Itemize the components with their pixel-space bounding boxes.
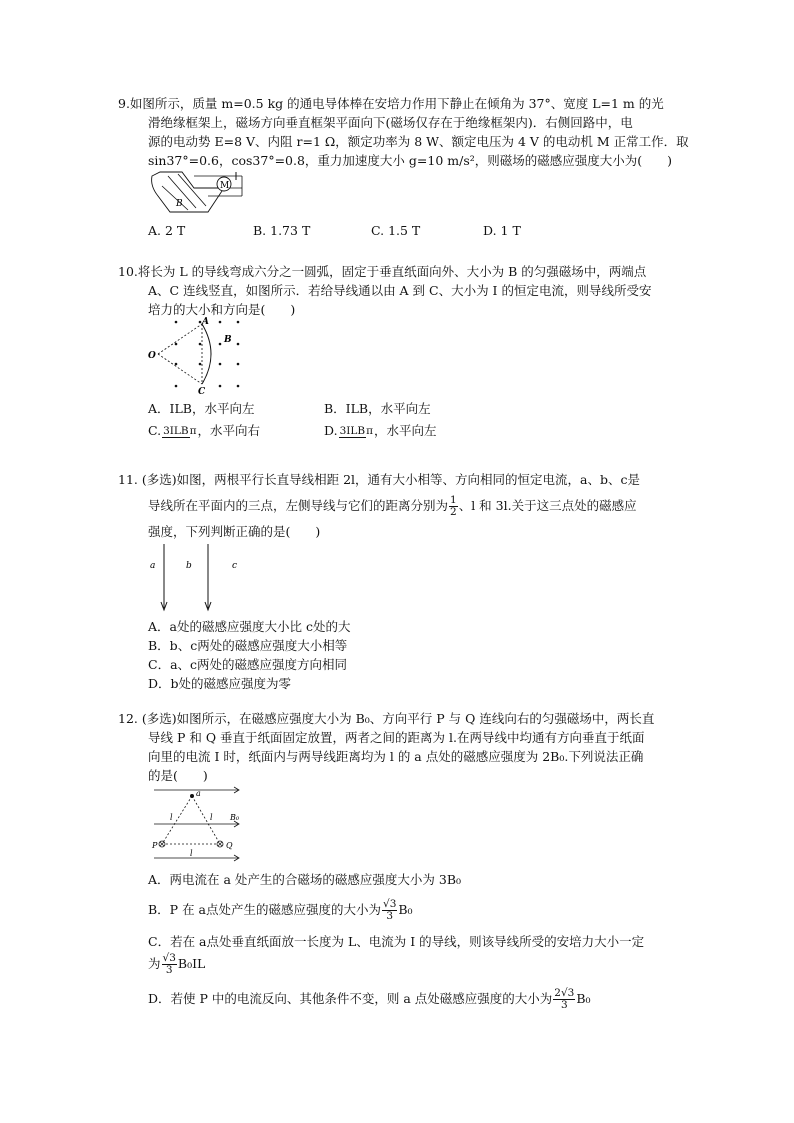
q12-label-l1: l bbox=[170, 813, 173, 822]
q9-figure bbox=[148, 168, 248, 214]
q10-label-c: C bbox=[198, 387, 206, 397]
q12-option-b: B．P 在 a点处产生的磁感应强度的大小为 $\frac{√3}{3}$ B₀ bbox=[148, 898, 413, 922]
q11-line-1: 11. (多选)如图，两根平行长直导线相距 2l，通有大小相等、方向相同的恒定电流，a、b、c是 bbox=[118, 472, 640, 487]
q9-b-label: B bbox=[176, 199, 183, 209]
q12-label-q: Q bbox=[226, 841, 233, 850]
q11-option-c: C．a、c两处的磁感应强度方向相同 bbox=[148, 657, 348, 672]
q9-option-a: A. 2 T bbox=[148, 223, 186, 238]
q10-line-1: 10.将长为 L 的导线弯成六分之一圆弧，固定于垂直纸面向外、大小为 B 的匀强磁场中，两端点 bbox=[118, 264, 647, 279]
q11-figure bbox=[148, 544, 248, 616]
q12-line-1: 12. (多选)如图所示，在磁感应强度大小为 B₀、方向平行 P 与 Q 连线向右的匀强磁场中，两长直 bbox=[118, 711, 655, 726]
q12-label-l3: l bbox=[190, 849, 193, 858]
q9-option-b: B. 1.73 T bbox=[253, 223, 311, 238]
q10-label-a: A bbox=[202, 317, 209, 327]
q11-label-b: b bbox=[186, 561, 192, 571]
question-11 bbox=[118, 470, 703, 541]
q10-option-c: C. 3ILBπ，水平向右 bbox=[148, 423, 261, 438]
q9-line-3: 源的电动势 E=8 V、内阻 r=1 Ω，额定功率为 8 W、额定电压为 4 V 的电动机 M 正常工作．取 bbox=[148, 134, 689, 149]
q11-label-a: a bbox=[150, 561, 156, 571]
q12-label-b0: B₀ bbox=[230, 813, 240, 822]
q10-label-o: O bbox=[148, 351, 156, 361]
question-10 bbox=[118, 262, 703, 319]
q10-option-a: A．ILB，水平向左 bbox=[148, 401, 255, 416]
q12-line-3: 向里的电流 I 时，纸面内与两导线距离均为 l 的 a 点处的磁感应强度为 2B₀.下列说法正确 bbox=[148, 749, 644, 764]
q12-line-2: 导线 P 和 Q 垂直于纸面固定放置，两者之间的距离为 l.在两导线中均通有方向垂直于纸面 bbox=[148, 730, 645, 745]
q12-option-a: A．两电流在 a 处产生的合磁场的磁感应强度大小为 3B₀ bbox=[148, 872, 462, 887]
q9-line-2: 滑绝缘框架上，磁场方向垂直框架平面向下(磁场仅存在于绝缘框架内)．右侧回路中，电 bbox=[148, 115, 633, 130]
q11-label-c: c bbox=[232, 561, 238, 571]
q9-option-c: C. 1.5 T bbox=[371, 223, 421, 238]
q12-label-p: P bbox=[152, 841, 158, 850]
q11-option-b: B．b、c两处的磁感应强度大小相等 bbox=[148, 638, 348, 653]
q10-figure bbox=[146, 316, 246, 397]
q12-label-a: a bbox=[196, 789, 201, 798]
q12-line-4: 的是( ) bbox=[148, 768, 208, 783]
q11-options bbox=[118, 617, 703, 693]
q12-option-d: D．若使 P 中的电流反向、其他条件不变，则 a 点处磁感应强度的大小为 $\frac{2√3}{3}$ B₀ bbox=[148, 987, 591, 1011]
q11-option-d: D．b处的磁感应强度为零 bbox=[148, 676, 292, 691]
q11-option-a: A．a处的磁感应强度大小比 c处的大 bbox=[148, 619, 351, 634]
q10-line-3: 培力的大小和方向是( ) bbox=[148, 302, 296, 317]
q10-options bbox=[118, 399, 703, 440]
q9-option-d: D. 1 T bbox=[483, 223, 521, 238]
q12-option-c-line-1: C．若在 a点处垂直纸面放一长度为 L、电流为 I 的导线，则该导线所受的安培力大小一定 bbox=[148, 934, 645, 949]
q9-line-1: 9.如图所示，质量 m=0.5 kg 的通电导体棒在安培力作用下静止在倾角为 37°、宽度 L=1 m 的光 bbox=[118, 96, 664, 111]
q11-line-3: 强度，下列判断正确的是( ) bbox=[148, 524, 321, 539]
q12-option-c-line-2: 为 $\frac{√3}{3}$ B₀IL bbox=[148, 952, 206, 976]
q10-option-d: D. 3ILBπ，水平向左 bbox=[324, 423, 437, 438]
q10-label-b: B bbox=[224, 335, 232, 345]
question-9 bbox=[118, 94, 703, 170]
q9-options bbox=[118, 221, 703, 240]
q10-option-b: B．ILB，水平向左 bbox=[324, 401, 431, 416]
q12-figure bbox=[148, 786, 248, 866]
q9-motor-label: M bbox=[220, 181, 230, 191]
q12-options bbox=[118, 870, 703, 1011]
question-12 bbox=[118, 709, 703, 785]
q12-label-l2: l bbox=[210, 813, 213, 822]
q11-line-2: 导线所在平面内的三点，左侧导线与它们的距离分别为 $\frac{1}{2}$ 、l 和 3l.关于这三点处的磁感应 bbox=[148, 494, 637, 518]
q9-line-4: sin37°=0.6，cos37°=0.8，重力加速度大小 g=10 m/s²，则磁场的磁感应强度大小为( ) bbox=[148, 153, 672, 168]
q10-line-2: A、C 连线竖直，如图所示．若给导线通以由 A 到 C、大小为 I 的恒定电流，则导线所受安 bbox=[148, 283, 652, 298]
